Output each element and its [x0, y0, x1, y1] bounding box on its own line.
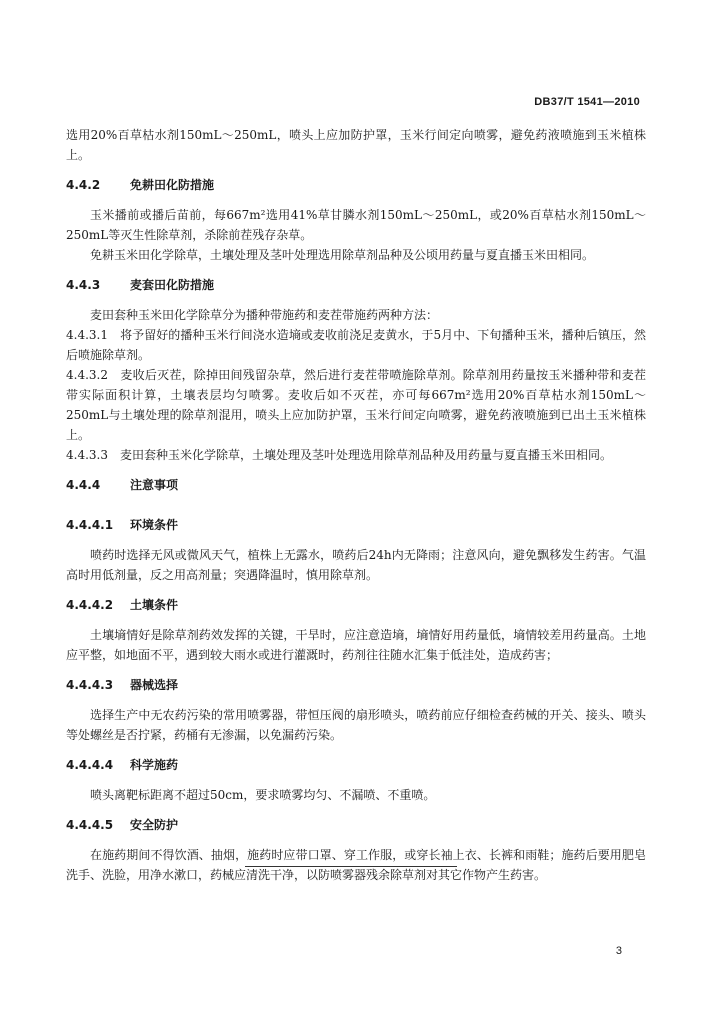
- section-number: 4.4.2: [66, 178, 101, 192]
- section-title: 土壤条件: [130, 598, 179, 612]
- body-paragraph: 4.4.3.1 将予留好的播种玉米行间浇水造墒或麦收前浇足麦黄水，于5月中、下旬播种玉米，播种后镇压，然后喷施除草剂。: [66, 328, 646, 362]
- body-paragraph: 免耕玉米田化学除草，土壤处理及茎叶处理选用除草剂品种及公顷用药量与夏直播玉米田相同。: [90, 248, 595, 262]
- section-gap: [66, 165, 646, 175]
- section-heading: [66, 755, 646, 775]
- section-heading: [66, 175, 646, 195]
- section-heading: [66, 475, 646, 495]
- section-number: 4.4.4.5: [66, 818, 114, 832]
- body-paragraph: 麦田套种玉米田化学除草分为播种带施药和麦茬带施药两种方法：: [90, 308, 439, 322]
- section-gap: [66, 465, 646, 475]
- section-gap: [66, 505, 646, 515]
- section-title: 注意事项: [130, 478, 179, 492]
- body-paragraph: 4.4.3.3 麦田套种玉米化学除草，土壤处理及茎叶处理选用除草剂品种及用药量与夏直播玉米田相同。: [66, 448, 612, 462]
- section-heading: [66, 595, 646, 615]
- document-body: [66, 125, 646, 885]
- end-rule: [245, 866, 457, 867]
- section-number: 4.4.4: [66, 478, 101, 492]
- section-number: 4.4.4.1: [66, 518, 114, 532]
- section-title: 麦套田化防措施: [130, 278, 215, 292]
- body-paragraph: 喷头离靶标距离不超过50cm，要求喷雾均匀、不漏喷、不重喷。: [90, 788, 436, 802]
- section-gap: [66, 745, 646, 755]
- section-gap: [66, 775, 646, 785]
- body-paragraph: 4.4.3.2 麦收后灭茬，除掉田间残留杂草，然后进行麦茬带喷施除草剂。除草剂用药量按玉米播种带和麦茬带实际面积计算，土壤表层均匀喷雾。麦收后如不灭茬，亦可每667m²选用20%百草枯水剂150mL～250mL与土壤处理的除草剂混用，喷头上应加防护罩，玉米行间定向喷雾，避免药液喷施到已出土玉米植株上。: [66, 368, 646, 442]
- section-gap: [66, 615, 646, 625]
- section-title: 环境条件: [130, 518, 179, 532]
- section-gap: [66, 495, 646, 505]
- section-gap: [66, 535, 646, 545]
- section-title: 科学施药: [130, 758, 179, 772]
- section-number: 4.4.4.4: [66, 758, 114, 772]
- section-heading: [66, 815, 646, 835]
- section-gap: [66, 805, 646, 815]
- body-paragraph: 土壤墒情好是除草剂药效发挥的关键，干旱时，应注意造墒，墒情好用药量低，墒情较差用药量高。土地应平整，如地面不平，遇到较大雨水或进行灌溉时，药剂往往随水汇集于低洼处，造成药害；: [66, 628, 646, 662]
- section-gap: [66, 835, 646, 845]
- body-paragraph: 选择生产中无农药污染的常用喷雾器，带恒压阀的扇形喷头，喷药前应仔细检查药械的开关、接头、喷头等处螺丝是否拧紧，药桶有无渗漏，以免漏药污染。: [66, 708, 646, 742]
- section-gap: [66, 665, 646, 675]
- body-paragraph: 选用20%百草枯水剂150mL～250mL，喷头上应加防护罩，玉米行间定向喷雾，避免药液喷施到玉米植株上。: [66, 128, 646, 162]
- body-paragraph: 玉米播前或播后苗前，每667m²选用41%草甘膦水剂150mL～250mL，或20%百草枯水剂150mL～250mL等灭生性除草剂，杀除前茬残存杂草。: [66, 208, 646, 242]
- section-title: 免耕田化防措施: [130, 178, 215, 192]
- section-number: 4.4.4.2: [66, 598, 114, 612]
- section-title: 器械选择: [130, 678, 179, 692]
- section-heading: [66, 275, 646, 295]
- section-heading: [66, 675, 646, 695]
- section-gap: [66, 195, 646, 205]
- body-paragraph: 在施药期间不得饮酒、抽烟，施药时应带口罩、穿工作服，或穿长袖上衣、长裤和雨鞋；施药后要用肥皂洗手、洗脸，用净水漱口，药械应清洗干净，以防喷雾器残余除草剂对其它作物产生药害。: [66, 848, 646, 882]
- body-paragraph: 喷药时选择无风或微风天气，植株上无露水，喷药后24h内无降雨；注意风向，避免飘移发生药害。气温高时用低剂量，反之用高剂量；突遇降温时，慎用除草剂。: [66, 548, 646, 582]
- section-gap: [66, 585, 646, 595]
- section-number: 4.4.4.3: [66, 678, 114, 692]
- section-number: 4.4.3: [66, 278, 101, 292]
- section-gap: [66, 695, 646, 705]
- document-code: DB37/T 1541—2010: [534, 96, 640, 108]
- section-heading: [66, 515, 646, 535]
- section-gap: [66, 295, 646, 305]
- section-gap: [66, 265, 646, 275]
- section-title: 安全防护: [130, 818, 179, 832]
- page-number: 3: [615, 945, 622, 957]
